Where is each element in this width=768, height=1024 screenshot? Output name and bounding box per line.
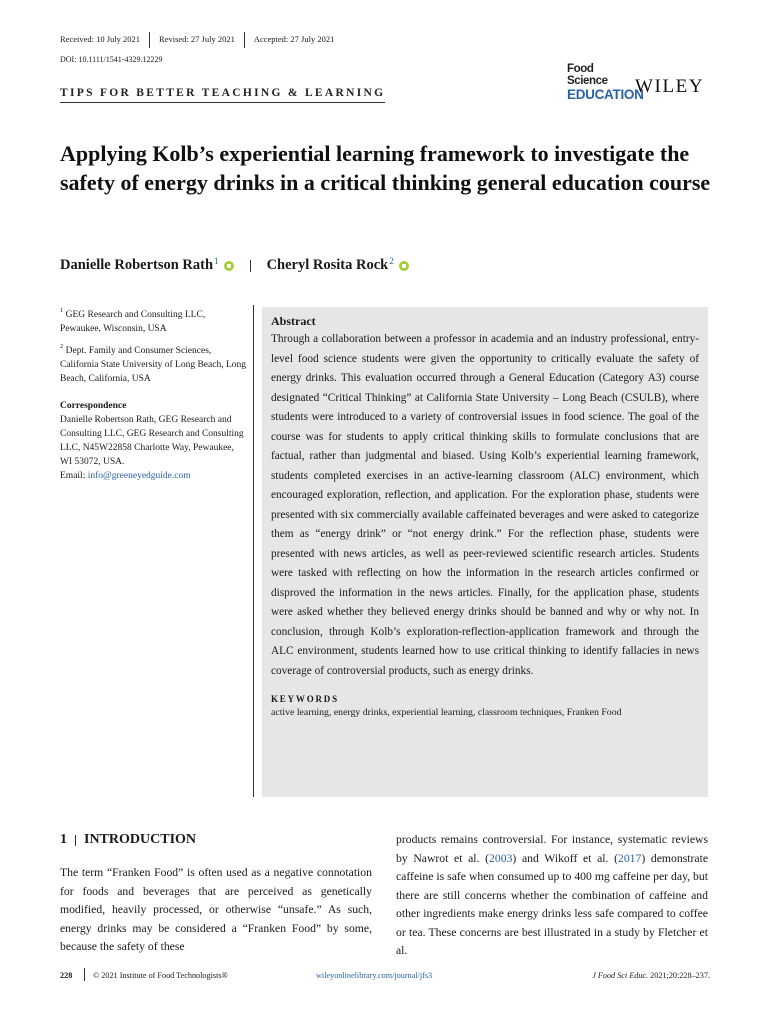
journal-abbrev: J Food Sci Educ. — [592, 971, 649, 980]
text-run: ) demonstrate caffeine is safe when consumed up to 400 mg caffeine per day, but there are still concerns whether the combination of caffeine and other ingredients make energy drinks less safe compared to coffee or tea. These concerns are best illustrated in a study by Fletcher et al. — [396, 851, 709, 957]
text-run: ) and Wikoff et al. ( — [512, 851, 618, 865]
divider — [75, 835, 76, 846]
author-name[interactable]: Cheryl Rosita Rock — [266, 257, 389, 273]
received-date: Received: 10 July 2021 — [60, 34, 141, 44]
body-paragraph: The term “Franken Food” is often used as a negative connotation for foods and beverages that are perceived as genetically modified, heavily processed, or otherwise “unsafe.” As such, energy drinks may be considered a “Franken Food” by some, because the safety of these — [60, 866, 372, 953]
publisher-logo[interactable]: WILEY — [635, 76, 705, 97]
article-sidebar — [60, 305, 248, 483]
email-link[interactable]: info@greeneyedguide.com — [87, 471, 191, 482]
affiliation-text: GEG Research and Consulting LLC, Pewaukee, Wisconsin, USA — [60, 310, 206, 335]
revised-date: Revised: 27 July 2021 — [159, 34, 235, 44]
divider — [149, 32, 150, 48]
article-dates — [60, 34, 343, 48]
abstract-text: Through a collaboration between a professor in academia and an industry professional, entry-level food science students were given the opportunity to critically evaluate the safety of energy drinks. This evaluation occurred through a General Education (Category A3) course designated “Critical Thinking” at California State University – Long Beach (CSULB), where students were introduced to a variety of controversial issues in food science. The goal of the course was for students to apply critical thinking skills to formulate conclusions that are factual, rather than judgmental and biased. Using Kolb’s experiential learning framework, students completed exercises in an active-learning classroom (ALC) environment, which encouraged exploration, reflection, and application. For the exploration phase, students were presented with six commercially available caffeinated beverages and were asked to categorize them as “energy drink” or “not energy drink.” For the reflection phase, students were presented with news articles, as well as peer-reviewed scientific research articles. Students were tasked with reflecting on how the information in the research articles confirmed or disproved the information in the news articles. Finally, for the application phase, students were asked whether they believed energy drinks should be banned and why or why not. In conclusion, through Kolb’s exploration-reflection-application framework and through the ALC environment, students learned how to use critical thinking to identify fallacies in news coverage of controversial products, such as energy drinks. — [271, 333, 699, 677]
journal-logo[interactable] — [567, 63, 644, 102]
page-number: 228 — [60, 971, 73, 980]
author-list — [60, 257, 409, 274]
copyright: © 2021 Institute of Food Technologists® — [93, 971, 228, 980]
affiliation-number: 1 — [60, 307, 64, 314]
section-number: 1 — [60, 832, 67, 847]
orcid-icon[interactable] — [224, 261, 234, 271]
article-title: Applying Kolb’s experiential learning framework to investigate the safety of energy drinks in a critical thinking general education course — [60, 141, 711, 195]
correspondence-heading: Correspondence — [60, 401, 127, 412]
divider — [84, 968, 85, 981]
divider — [250, 260, 251, 272]
orcid-icon[interactable] — [399, 261, 409, 271]
keywords-heading: KEYWORDS — [271, 694, 339, 704]
divider — [244, 32, 245, 48]
citation-link[interactable]: 2003 — [489, 851, 513, 865]
journal-logo-line1: Food Science — [567, 63, 608, 87]
journal-citation — [592, 971, 710, 980]
doi[interactable]: DOI: 10.1111/1541-4329.12229 — [60, 55, 163, 64]
keywords-text: active learning, energy drinks, experiential learning, classroom techniques, Franken Food — [271, 707, 622, 718]
section-heading — [60, 832, 196, 848]
citation-details: 2021;20:228–237. — [648, 971, 710, 980]
journal-logo-line2: EDUCATION — [567, 87, 644, 102]
affiliation-number: 2 — [60, 343, 64, 351]
email-label: Email: — [60, 471, 88, 482]
correspondence-text: Danielle Robertson Rath, GEG Research and Consulting LLC, GEG Research and Consulting LLC, N45W22858 Charlotte Way, Pewaukee, WI 53072, USA. — [60, 415, 244, 468]
affiliation-text: Dept. Family and Consumer Sciences, California State University of Long Beach, Long Beach, California, USA — [60, 346, 246, 385]
text-run: products remains controversial. For instance, systematic reviews by Nawrot et al. ( — [396, 833, 708, 865]
journal-url[interactable]: wileyonlinelibrary.com/journal/jfs3 — [316, 971, 433, 980]
affiliation-2 — [60, 341, 248, 386]
affiliation-marker[interactable]: 2 — [389, 255, 394, 266]
body-paragraph — [396, 831, 708, 961]
accepted-date: Accepted: 27 July 2021 — [253, 34, 335, 44]
affiliation-marker[interactable]: 1 — [214, 255, 219, 266]
section-title: INTRODUCTION — [84, 832, 197, 847]
abstract-heading: Abstract — [271, 314, 316, 328]
column-divider — [253, 305, 254, 797]
email-line — [60, 469, 248, 483]
section-label: TIPS FOR BETTER TEACHING & LEARNING — [60, 87, 385, 103]
author-name[interactable]: Danielle Robertson Rath — [60, 257, 214, 273]
abstract-box — [262, 307, 708, 797]
citation-link[interactable]: 2017 — [617, 851, 642, 865]
affiliation-1 — [60, 305, 248, 336]
